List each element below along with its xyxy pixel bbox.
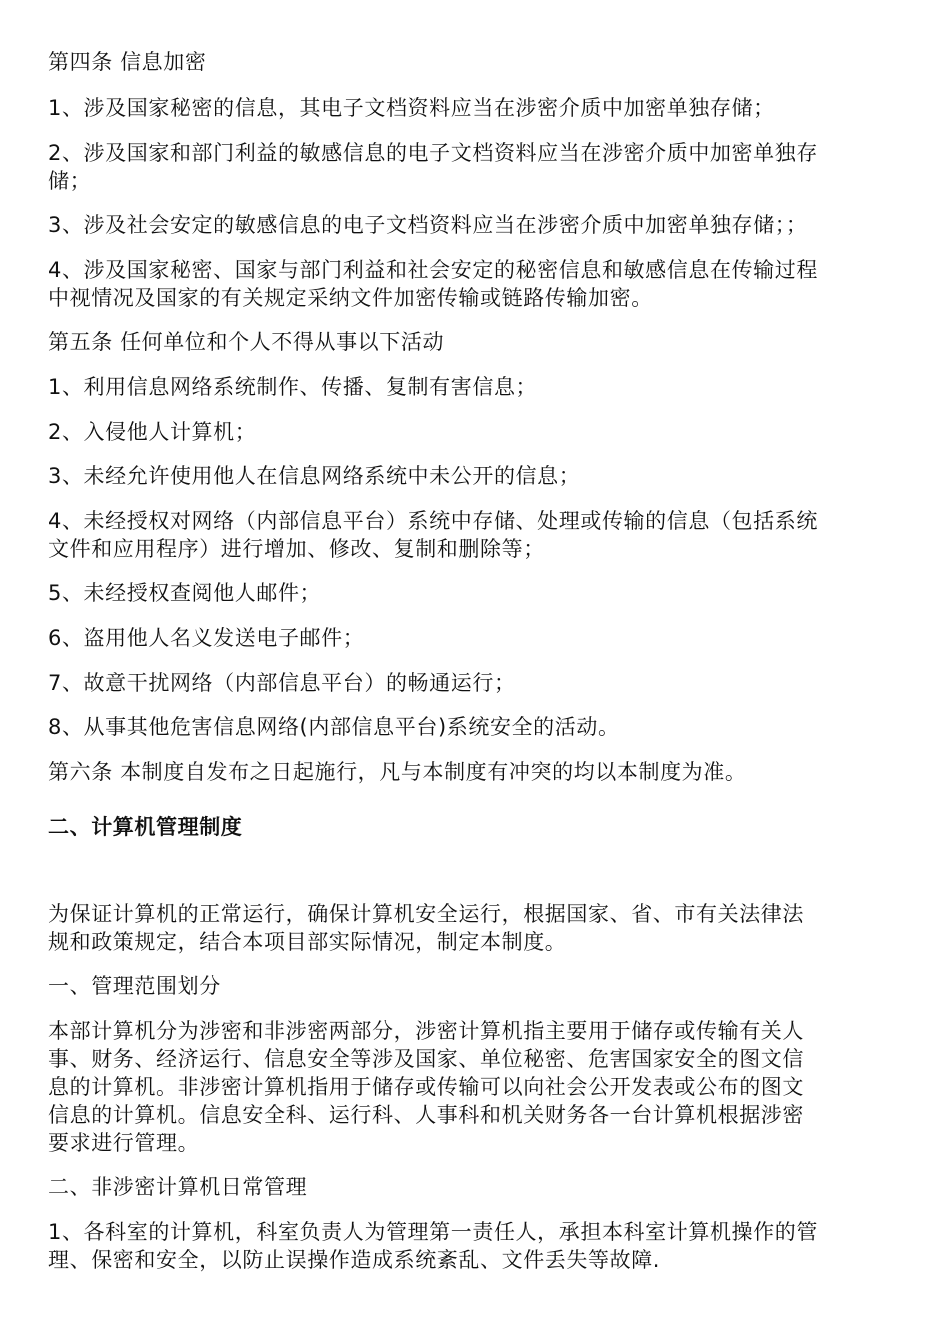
subsection-1-title: 一、管理范围划分 [48,974,221,998]
article-6: 第六条 本制度自发布之日起施行，凡与本制度有冲突的均以本制度为准。 [48,760,747,784]
article-5-item-1: 1、利用信息网络系统制作、传播、复制有害信息； [48,375,538,399]
article-4-item-2: 2、涉及国家和部门利益的敏感信息的电子文档资料应当在涉密介质中加密单独存 储； [48,141,818,193]
article-5-item-4: 4、未经授权对网络（内部信息平台）系统中存储、处理或传输的信息（包括系统 文件和应用程序）进行增加、修改、复制和删除等； [48,509,818,561]
subsection-1-body: 本部计算机分为涉密和非涉密两部分，涉密计算机指主要用于储存或传输有关人 事、财务、经济运行、信息安全等涉及国家、单位秘密、危害国家安全的图文信 息的计算机。非涉密计算机指用于储存或传输可以向社会公开发表或公布的图文 信息的计算机。信息安全科、运行科、人事科和机关财务各一台计算机根据涉密 要求进行管理。 [48,1019,804,1155]
article-5-item-7: 7、故意干扰网络（内部信息平台）的畅通运行； [48,671,516,695]
article-5-item-3: 3、未经允许使用他人在信息网络系统中未公开的信息； [48,464,581,488]
subsection-2-item-1: 1、各科室的计算机，科室负责人为管理第一责任人，承担本科室计算机操作的管 理、保密和安全，以防止误操作造成系统紊乱、文件丢失等故障. [48,1220,818,1272]
article-5-item-2: 2、入侵他人计算机； [48,420,257,444]
article-4-title: 第四条 信息加密 [48,50,207,74]
article-4-item-3: 3、涉及社会安定的敏感信息的电子文档资料应当在涉密介质中加密单独存储；； [48,213,808,237]
article-5-item-6: 6、盗用他人名义发送电子邮件； [48,626,365,650]
section-2-heading: 二、计算机管理制度 [48,815,243,839]
article-5-item-5: 5、未经授权查阅他人邮件； [48,581,322,605]
article-4-item-4: 4、涉及国家秘密、国家与部门利益和社会安定的秘密信息和敏感信息在传输过程 中视情况及国家的有关规定采纳文件加密传输或链路传输加密。 [48,258,818,310]
section-2-intro: 为保证计算机的正常运行，确保计算机安全运行，根据国家、省、市有关法律法 规和政策规定，结合本项目部实际情况，制定本制度。 [48,902,804,954]
article-5-item-8: 8、从事其他危害信息网络(内部信息平台)系统安全的活动。 [48,715,620,739]
article-5-title: 第五条 任何单位和个人不得从事以下活动 [48,330,445,354]
subsection-2-title: 二、非涉密计算机日常管理 [48,1175,308,1199]
article-4-item-1: 1、涉及国家秘密的信息，其电子文档资料应当在涉密介质中加密单独存储； [48,96,775,120]
